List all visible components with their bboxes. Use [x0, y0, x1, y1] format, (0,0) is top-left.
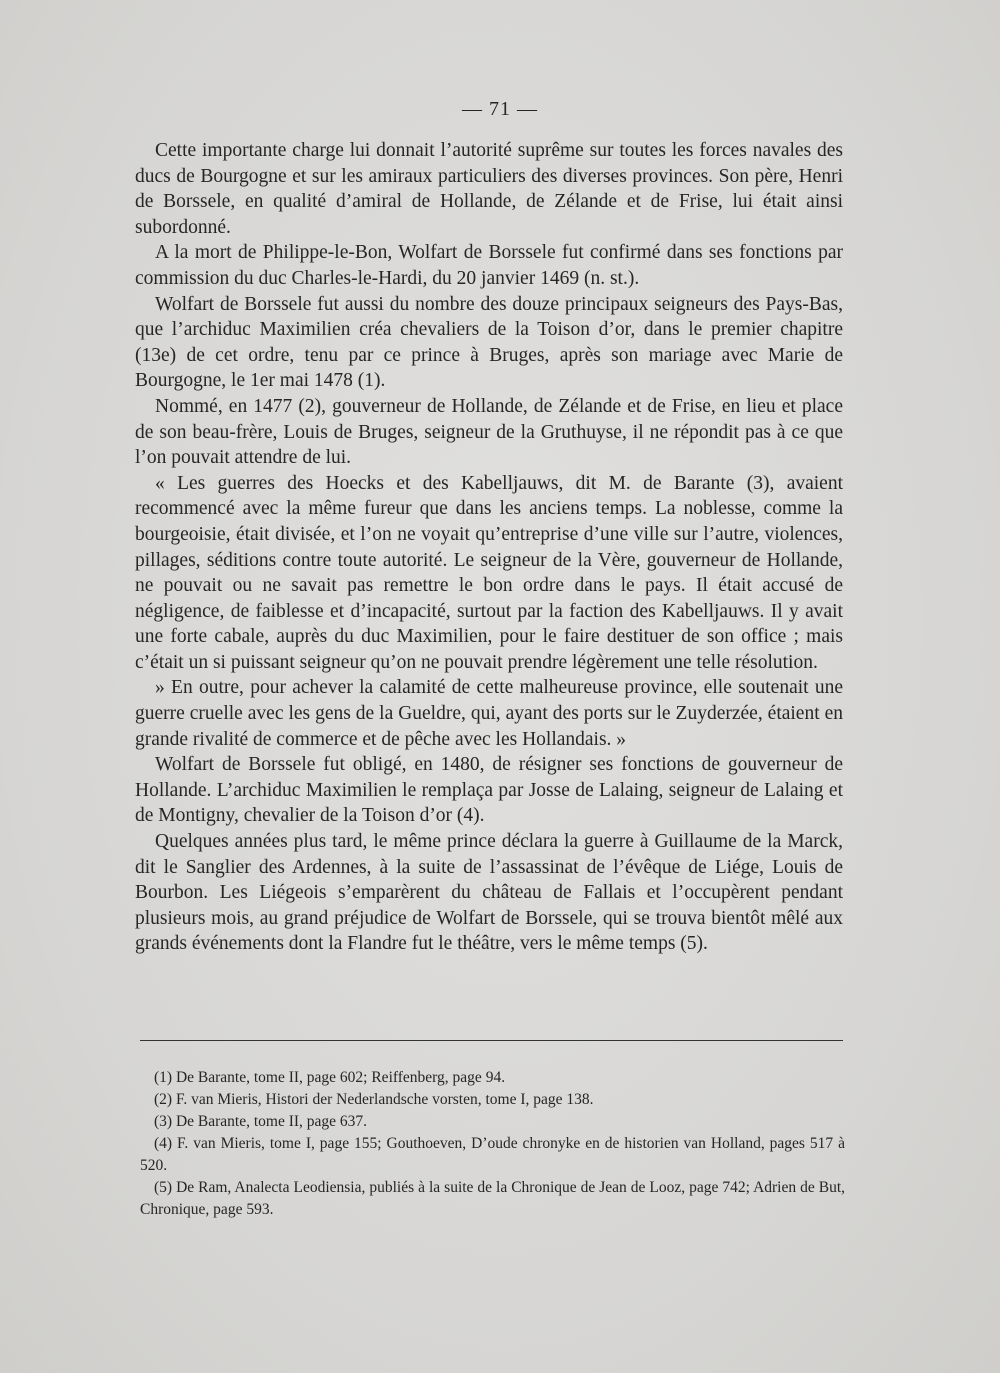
body-text [135, 138, 843, 957]
paragraph: « Les guerres des Hoecks et des Kabelljauws, dit M. de Barante (3), avaient recommencé avec la même fureur que dans les anciens temps. La noblesse, comme la bourgeoisie, était divisée, et l’on ne voyait qu’entreprise d’une ville sur l’autre, violences, pillages, séditions contre toute autorité. Le seigneur de la Vère, gouverneur de Hollande, ne pouvait ou ne savait pas remettre le bon ordre dans le pays. Il était accusé de négligence, de faiblesse et d’incapacité, surtout par la faction des Kabelljauws. Il y avait une forte cabale, auprès du duc Maximilien, pour le faire destituer de son office ; mais c’était un si puissant seigneur qu’on ne pouvait prendre légèrement une telle résolution. [135, 472, 843, 673]
footnote: (5) De Ram, Analecta Leodiensia, publiés à la suite de la Chronique de Jean de Looz, page 742; Adrien de But, Chronique, page 593. [140, 1179, 845, 1218]
footnotes [140, 1067, 845, 1221]
paragraph: Cette importante charge lui donnait l’autorité suprême sur toutes les forces navales des ducs de Bourgogne et sur les amiraux particuliers des diverses provinces. Son père, Henri de Borssele, en qualité d’amiral de Hollande, de Zélande et de Frise, lui était ainsi subordonné. [135, 140, 843, 238]
paragraph: Nommé, en 1477 (2), gouverneur de Hollande, de Zélande et de Frise, en lieu et place de son beau-frère, Louis de Bruges, seigneur de la Gruthuyse, il ne répondit pas à ce que l’on pouvait attendre de lui. [135, 395, 843, 469]
footnote-divider [140, 1040, 843, 1041]
footnote: (4) F. van Mieris, tome I, page 155; Gouthoeven, D’oude chronyke en de historien van Holland, pages 517 à 520. [140, 1135, 845, 1174]
footnote: (3) De Barante, tome II, page 637. [154, 1113, 368, 1130]
footnote: (2) F. van Mieris, Histori der Nederlandsche vorsten, tome I, page 138. [154, 1091, 594, 1108]
paragraph: Wolfart de Borssele fut aussi du nombre des douze principaux seigneurs des Pays-Bas, que l’archiduc Maximilien créa chevaliers de la Toison d’or, dans le premier chapitre (13e) de cet ordre, tenu par ce prince à Bruges, après son mariage avec Marie de Bourgogne, le 1er mai 1478 (1). [135, 293, 843, 392]
paragraph: A la mort de Philippe-le-Bon, Wolfart de Borssele fut confirmé dans ses fonctions par commission du duc Charles-le-Hardi, du 20 janvier 1469 (n. st.). [135, 242, 843, 289]
page-number: — 71 — [462, 98, 538, 120]
paragraph: » En outre, pour achever la calamité de cette malheureuse province, elle soutenait une guerre cruelle avec les gens de la Gueldre, qui, ayant des ports sur le Zuyderzée, étaient en grande rivalité de commerce et de pêche avec les Hollandais. » [135, 677, 843, 750]
paragraph: Quelques années plus tard, le même prince déclara la guerre à Guillaume de la Marck, dit le Sanglier des Ardennes, à la suite de l’assassinat de l’évêque de Liége, Louis de Bourbon. Les Liégeois s’emparèrent du château de Fallais et l’occupèrent pendant plusieurs mois, au grand préjudice de Wolfart de Borssele, qui se trouva bientôt mêlé aux grands événements dont la Flandre fut le théâtre, vers le même temps (5). [135, 831, 843, 955]
footnote: (1) De Barante, tome II, page 602; Reiffenberg, page 94. [154, 1069, 506, 1086]
paragraph: Wolfart de Borssele fut obligé, en 1480, de résigner ses fonctions de gouverneur de Hollande. L’archiduc Maximilien le remplaça par Josse de Lalaing, seigneur de Lalaing et de Montigny, chevalier de la Toison d’or (4). [135, 754, 843, 827]
